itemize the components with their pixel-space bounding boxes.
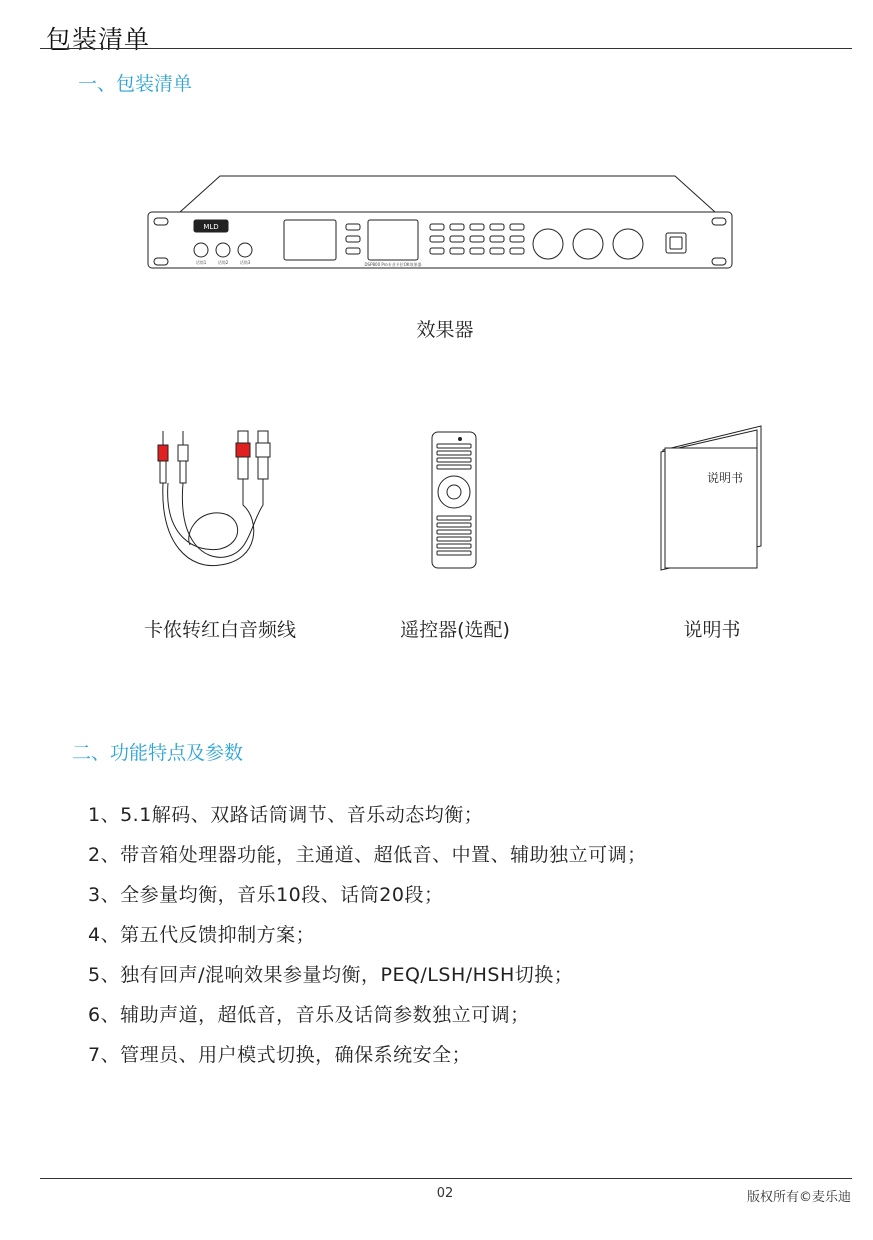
feature-item: 4、第五代反馈抑制方案； — [88, 924, 316, 946]
caption-remote: 遥控器(选配) — [400, 619, 510, 641]
page-title: 包装清单 — [46, 25, 151, 54]
copyright-text: 版权所有©麦乐迪 — [746, 1190, 851, 1205]
feature-item: 5、独有回声/混响效果参量均衡，PEQ/LSH/HSH切换； — [88, 964, 574, 986]
effects-device-illustration — [140, 170, 740, 275]
section-title-features: 二、功能特点及参数 — [72, 742, 244, 764]
cable-illustration — [150, 425, 290, 575]
svg-text:话筒2: 话筒2 — [217, 260, 229, 265]
remote-illustration — [430, 430, 480, 572]
footer-divider — [40, 1178, 852, 1179]
device-logo: MLD — [203, 223, 219, 231]
caption-cable: 卡侬转红白音频线 — [143, 619, 296, 641]
manual-cover-text: 说明书 — [706, 471, 744, 485]
feature-item: 3、全参量均衡，音乐10段、话筒20段； — [88, 884, 444, 906]
manual-illustration — [655, 420, 765, 572]
feature-item: 1、5.1解码、双路话筒调节、音乐动态均衡； — [88, 804, 484, 826]
title-divider — [40, 48, 852, 49]
device-model-text: DSP800 Pro专业卡拉OK效果器 — [364, 262, 422, 267]
svg-text:话筒1: 话筒1 — [195, 260, 207, 265]
section-title-packing-list: 一、包装清单 — [78, 73, 193, 95]
feature-item: 7、管理员、用户模式切换，确保系统安全； — [88, 1044, 472, 1066]
feature-item: 6、辅助声道，超低音，音乐及话筒参数独立可调； — [88, 1004, 530, 1026]
feature-item: 2、带音箱处理器功能，主通道、超低音、中置、辅助独立可调； — [88, 844, 647, 866]
page-number: 02 — [436, 1186, 454, 1201]
svg-text:话筒3: 话筒3 — [239, 260, 251, 265]
caption-effects-device: 效果器 — [416, 319, 474, 341]
feature-list — [88, 800, 848, 1080]
caption-manual: 说明书 — [683, 619, 741, 641]
